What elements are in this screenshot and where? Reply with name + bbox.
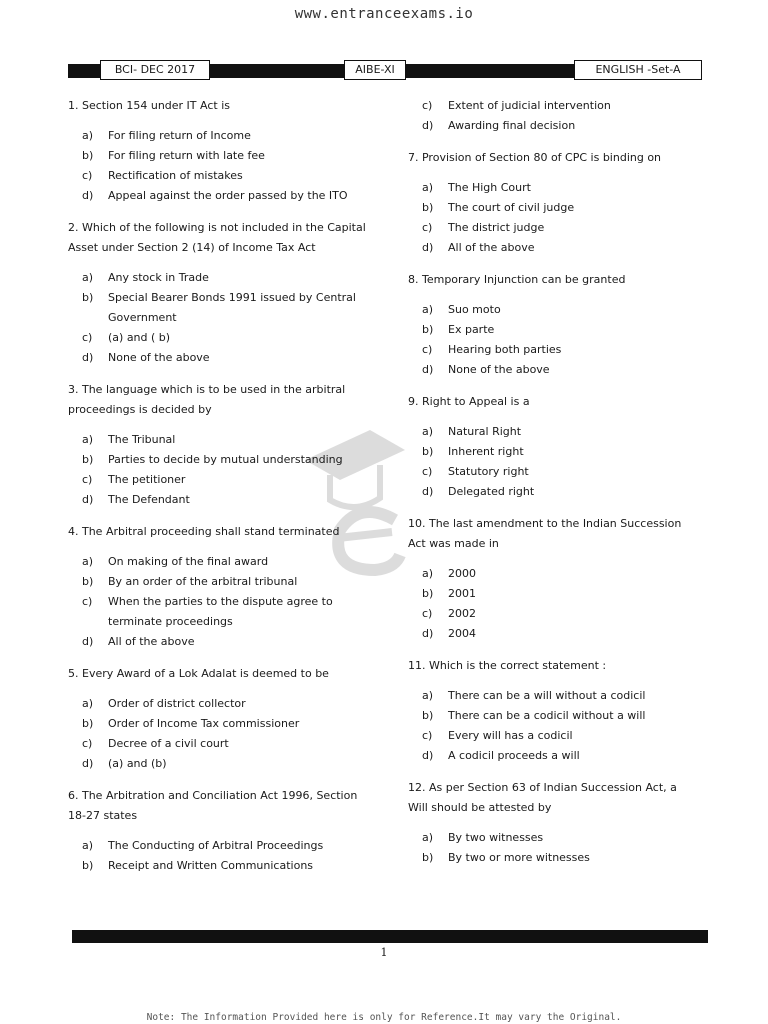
page-number: 1 — [380, 946, 388, 959]
option-text: Receipt and Written Communications — [108, 859, 314, 872]
option-letter: b) — [422, 851, 434, 864]
option-letter: a) — [422, 567, 434, 580]
option-letter: d) — [82, 493, 94, 506]
footer-bar — [72, 930, 708, 943]
right-question-column — [408, 96, 698, 880]
question-text: 9. Right to Appeal is a — [408, 395, 530, 408]
option-letter: b) — [422, 587, 434, 600]
option-letter: a) — [82, 697, 94, 710]
disclaimer-note: Note: The Information Provided here is only for Reference.It may vary the Original. — [146, 1012, 622, 1023]
question-text: 10. The last amendment to the Indian Succession Act was made in — [408, 517, 682, 550]
question-block — [68, 96, 368, 206]
site-url: www.entranceexams.io — [294, 6, 474, 22]
option-letter: c) — [422, 343, 433, 356]
option-text: For filing return of Income — [108, 129, 251, 142]
answer-option — [82, 836, 368, 856]
option-text: (a) and (b) — [108, 757, 167, 770]
question-block — [408, 514, 698, 644]
option-letter: c) — [82, 169, 93, 182]
option-text: For filing return with late fee — [108, 149, 265, 162]
option-text: By two or more witnesses — [448, 851, 590, 864]
option-letter: a) — [422, 831, 434, 844]
question-block — [68, 664, 368, 774]
option-text: Suo moto — [448, 303, 501, 316]
option-text: Decree of a civil court — [108, 737, 229, 750]
option-text: None of the above — [108, 351, 210, 364]
answer-option — [82, 714, 368, 734]
question-block — [408, 656, 698, 766]
option-letter: a) — [82, 433, 94, 446]
option-letter: b) — [422, 201, 434, 214]
answer-option — [422, 746, 698, 766]
answer-option — [422, 726, 698, 746]
option-letter: b) — [82, 859, 94, 872]
option-letter: c) — [422, 729, 433, 742]
answer-option — [422, 564, 698, 584]
option-text: 2002 — [448, 607, 476, 620]
answer-option — [82, 288, 368, 328]
option-letter: a) — [422, 425, 434, 438]
option-text: The Defendant — [108, 493, 190, 506]
option-text: Order of Income Tax commissioner — [108, 717, 300, 730]
option-text: Awarding final decision — [448, 119, 576, 132]
question-text: 7. Provision of Section 80 of CPC is binding on — [408, 151, 662, 164]
option-letter: a) — [82, 271, 94, 284]
question-text: 6. The Arbitration and Conciliation Act 1996, Section 18-27 states — [68, 789, 358, 822]
answer-option — [422, 828, 698, 848]
option-letter: d) — [422, 485, 434, 498]
option-text: Order of district collector — [108, 697, 246, 710]
option-text: 2004 — [448, 627, 476, 640]
answer-option — [82, 552, 368, 572]
option-letter: b) — [82, 717, 94, 730]
question-block — [68, 522, 368, 652]
question-block — [68, 380, 368, 510]
option-letter: a) — [82, 555, 94, 568]
option-text: On making of the final award — [108, 555, 269, 568]
question-text: 5. Every Award of a Lok Adalat is deemed to be — [68, 667, 329, 680]
option-letter: d) — [422, 627, 434, 640]
answer-option — [82, 328, 368, 348]
option-letter: b) — [82, 575, 94, 588]
option-text: Parties to decide by mutual understanding — [108, 453, 343, 466]
option-letter: d) — [422, 241, 434, 254]
option-text: Extent of judicial intervention — [448, 99, 611, 112]
option-letter: c) — [82, 595, 93, 608]
option-letter: b) — [422, 323, 434, 336]
option-text: (a) and ( b) — [108, 331, 171, 344]
option-text: Delegated right — [448, 485, 535, 498]
option-letter: d) — [82, 351, 94, 364]
answer-option — [82, 694, 368, 714]
option-letter: b) — [82, 291, 94, 304]
option-letter: c) — [422, 221, 433, 234]
option-text: Appeal against the order passed by the ITO — [108, 189, 348, 202]
question-text: 2. Which of the following is not included in the Capital Asset under Section 2 (14) of Income Tax Act — [68, 221, 366, 254]
question-text: 8. Temporary Injunction can be granted — [408, 273, 626, 286]
exam-label: BCI- DEC 2017 — [100, 60, 210, 80]
option-letter: a) — [422, 689, 434, 702]
option-letter: c) — [82, 331, 93, 344]
answer-option — [82, 856, 368, 876]
question-block — [68, 218, 368, 368]
option-letter: d) — [422, 363, 434, 376]
answer-option — [82, 166, 368, 186]
answer-option — [82, 430, 368, 450]
answer-option — [422, 584, 698, 604]
answer-option — [422, 422, 698, 442]
option-text: The petitioner — [108, 473, 186, 486]
answer-option — [82, 470, 368, 490]
answer-option — [82, 632, 368, 652]
answer-option — [82, 146, 368, 166]
option-letter: a) — [422, 181, 434, 194]
question-block — [408, 270, 698, 380]
option-letter: a) — [422, 303, 434, 316]
answer-option — [82, 268, 368, 288]
option-text: Rectification of mistakes — [108, 169, 243, 182]
option-text: 2001 — [448, 587, 476, 600]
question-block — [408, 96, 698, 136]
option-letter: c) — [422, 99, 433, 112]
option-letter: c) — [422, 465, 433, 478]
option-text: All of the above — [448, 241, 535, 254]
option-letter: b) — [82, 453, 94, 466]
option-letter: c) — [82, 737, 93, 750]
answer-option — [82, 450, 368, 470]
option-letter: a) — [82, 839, 94, 852]
option-letter: b) — [82, 149, 94, 162]
option-text: Natural Right — [448, 425, 522, 438]
answer-option — [82, 592, 368, 632]
option-text: The Tribunal — [108, 433, 176, 446]
question-block — [408, 148, 698, 258]
option-text: All of the above — [108, 635, 195, 648]
question-block — [68, 786, 368, 876]
answer-option — [82, 734, 368, 754]
option-text: By two witnesses — [448, 831, 544, 844]
option-text: Hearing both parties — [448, 343, 562, 356]
option-text: Every will has a codicil — [448, 729, 573, 742]
option-text: Ex parte — [448, 323, 495, 336]
option-text: The High Court — [448, 181, 531, 194]
option-letter: d) — [82, 189, 94, 202]
question-text: 4. The Arbitral proceeding shall stand terminated — [68, 525, 340, 538]
answer-option — [422, 218, 698, 238]
answer-option — [422, 848, 698, 868]
option-text: There can be a will without a codicil — [448, 689, 646, 702]
option-letter: d) — [82, 757, 94, 770]
answer-option — [82, 490, 368, 510]
option-text: A codicil proceeds a will — [448, 749, 580, 762]
left-question-column — [68, 96, 368, 888]
answer-option — [422, 96, 698, 116]
answer-option — [422, 178, 698, 198]
answer-option — [422, 482, 698, 502]
question-text: 11. Which is the correct statement : — [408, 659, 607, 672]
answer-option — [422, 706, 698, 726]
answer-option — [422, 462, 698, 482]
option-letter: d) — [82, 635, 94, 648]
option-letter: b) — [422, 445, 434, 458]
option-text: Special Bearer Bonds 1991 issued by Central Government — [108, 291, 356, 324]
option-letter: a) — [82, 129, 94, 142]
option-text: The court of civil judge — [448, 201, 575, 214]
option-letter: c) — [82, 473, 93, 486]
question-block — [408, 778, 698, 868]
answer-option — [82, 572, 368, 592]
answer-option — [422, 624, 698, 644]
answer-option — [422, 340, 698, 360]
answer-option — [422, 604, 698, 624]
option-text: The district judge — [448, 221, 545, 234]
option-text: The Conducting of Arbitral Proceedings — [108, 839, 324, 852]
answer-option — [82, 126, 368, 146]
option-text: When the parties to the dispute agree to terminate proceedings — [108, 595, 333, 628]
question-text: 1. Section 154 under IT Act is — [68, 99, 230, 112]
question-text: 12. As per Section 63 of Indian Succession Act, a Will should be attested by — [408, 781, 677, 814]
option-text: By an order of the arbitral tribunal — [108, 575, 298, 588]
answer-option — [422, 360, 698, 380]
option-text: 2000 — [448, 567, 476, 580]
answer-option — [422, 686, 698, 706]
answer-option — [422, 116, 698, 136]
option-text: Inherent right — [448, 445, 524, 458]
answer-option — [422, 238, 698, 258]
option-text: Statutory right — [448, 465, 529, 478]
option-text: Any stock in Trade — [108, 271, 209, 284]
option-letter: c) — [422, 607, 433, 620]
question-text: 3. The language which is to be used in the arbitral proceedings is decided by — [68, 383, 346, 416]
question-block — [408, 392, 698, 502]
option-letter: d) — [422, 119, 434, 132]
option-letter: d) — [422, 749, 434, 762]
option-text: None of the above — [448, 363, 550, 376]
answer-option — [422, 442, 698, 462]
exam-code: AIBE-XI — [344, 60, 406, 80]
answer-option — [82, 754, 368, 774]
answer-option — [82, 186, 368, 206]
answer-option — [422, 320, 698, 340]
answer-option — [82, 348, 368, 368]
answer-option — [422, 198, 698, 218]
paper-label: ENGLISH -Set-A — [574, 60, 702, 80]
option-text: There can be a codicil without a will — [448, 709, 646, 722]
option-letter: b) — [422, 709, 434, 722]
answer-option — [422, 300, 698, 320]
